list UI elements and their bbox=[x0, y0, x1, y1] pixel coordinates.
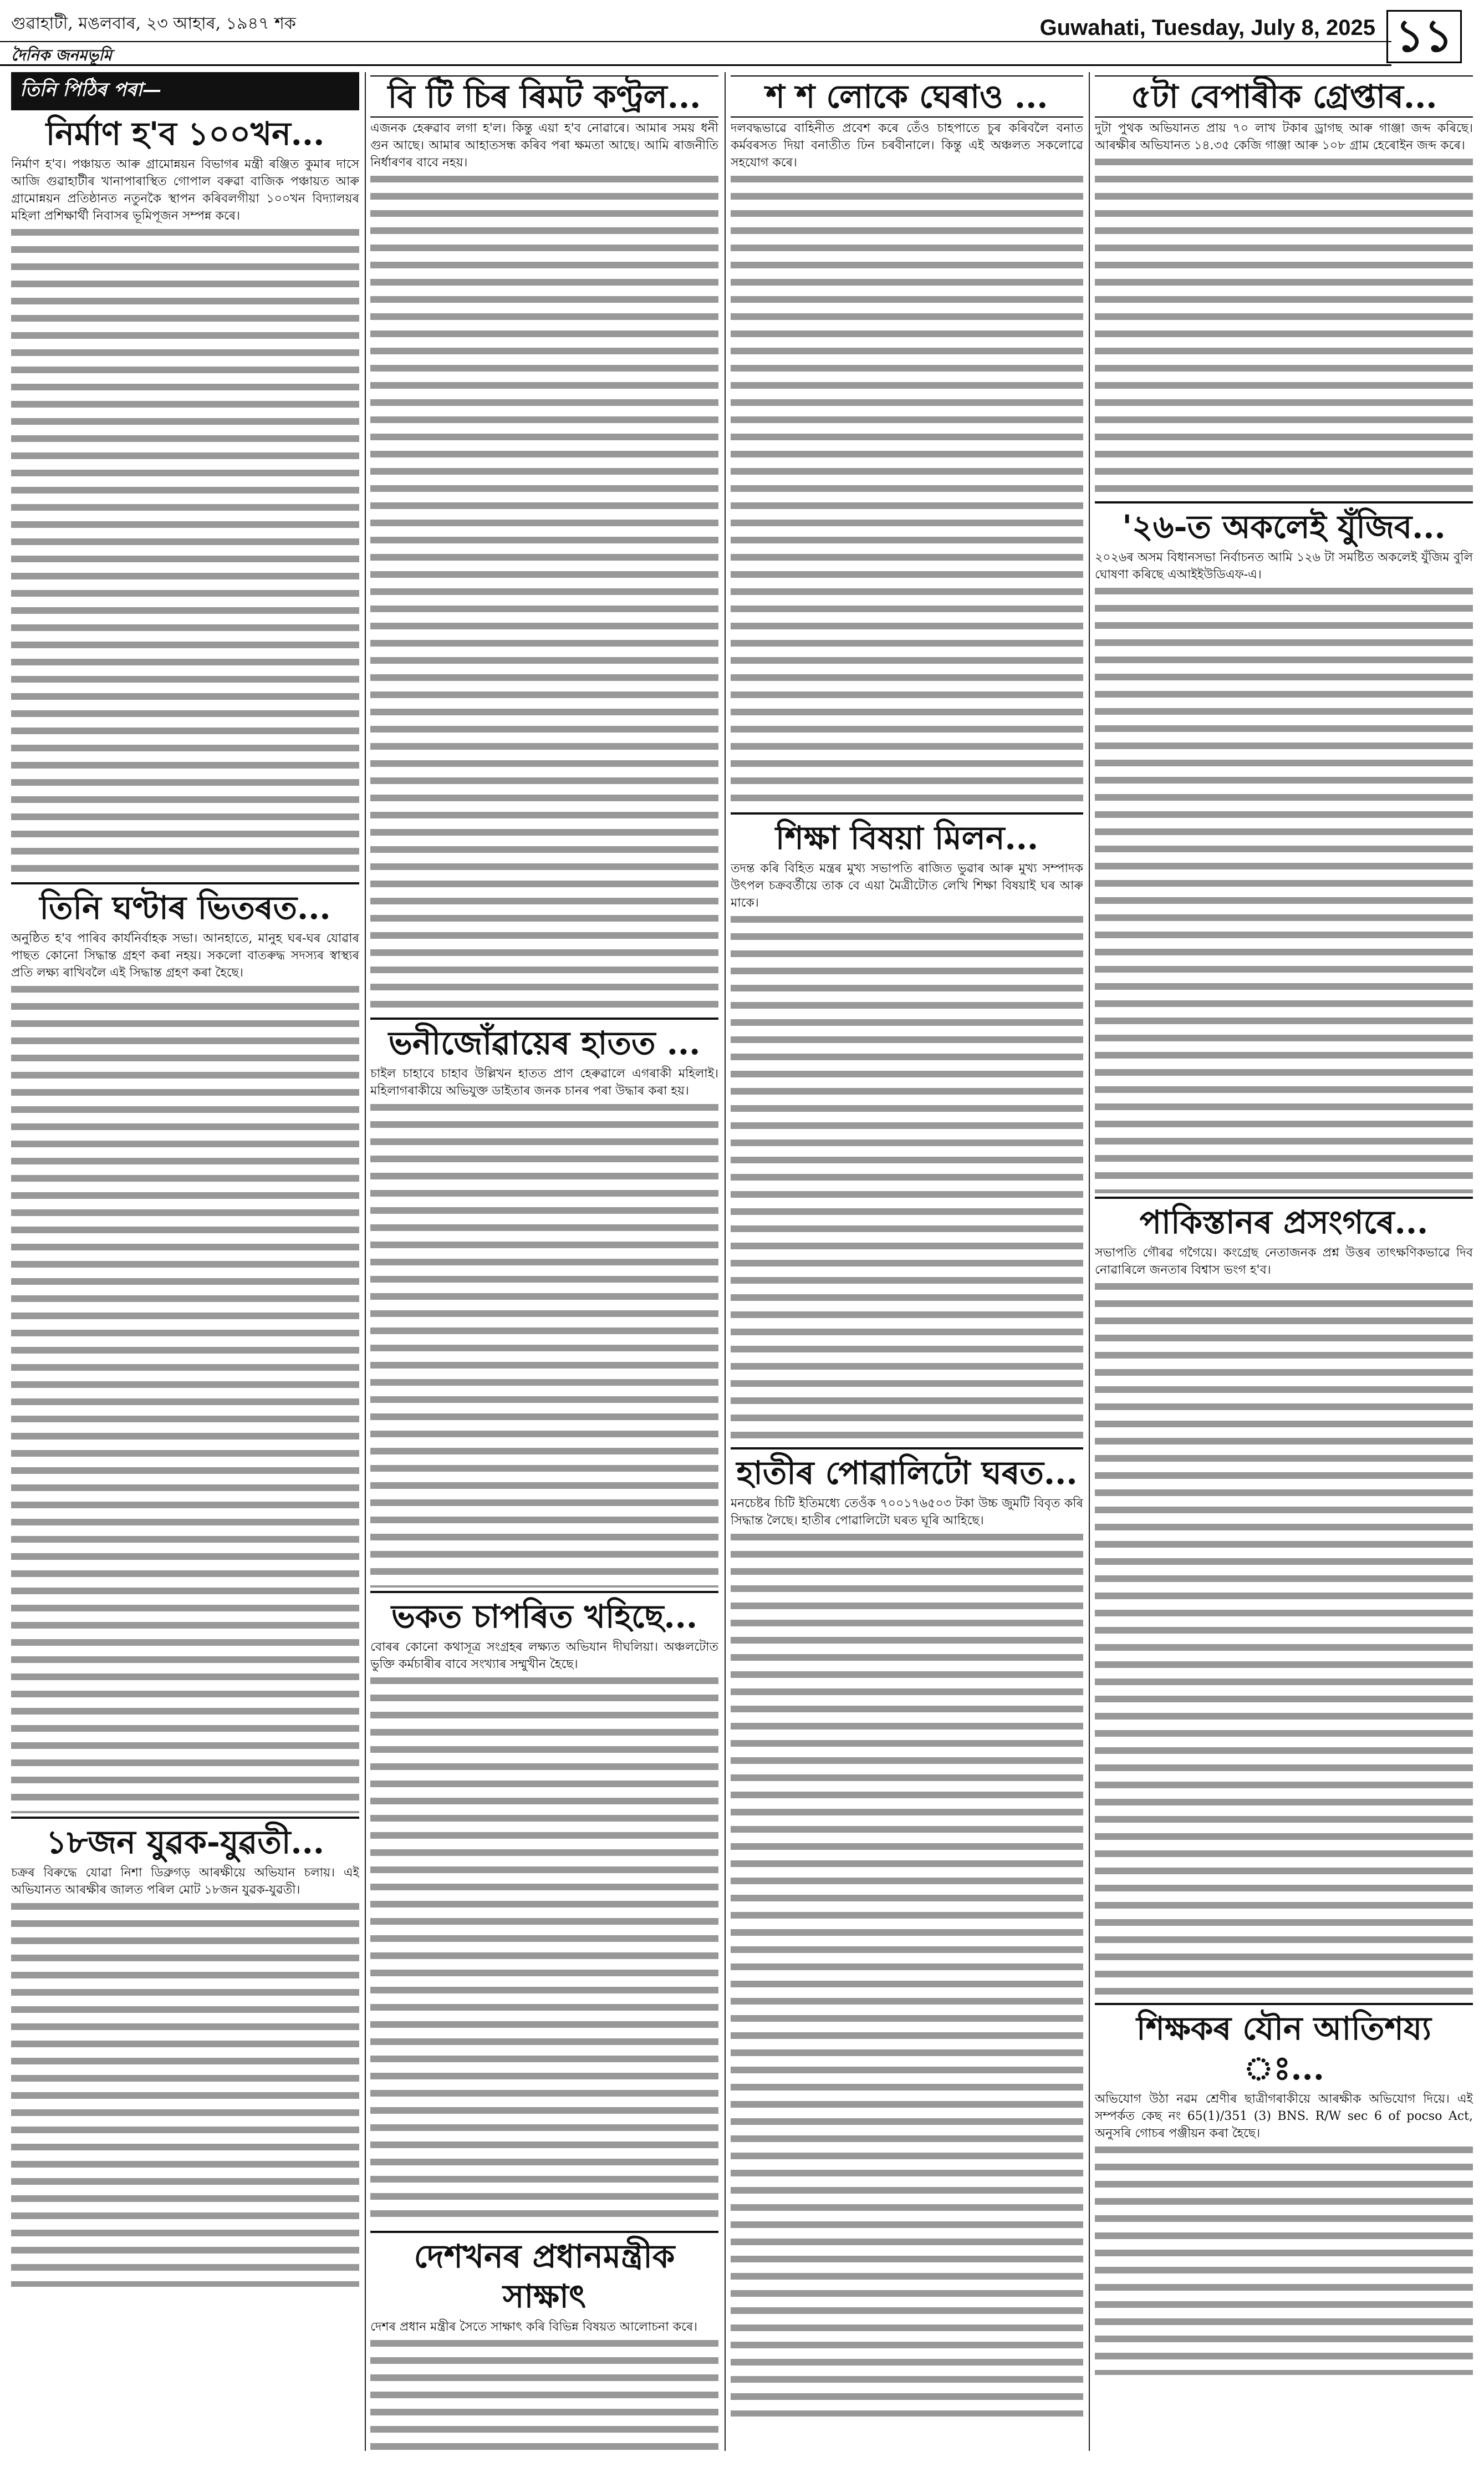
article-lead: সভাপতি গৌৰৱ গগৈয়ে। কংগ্ৰেছ নেতাজনক প্ৰশ্ন উত্তৰ তাৎক্ষণিকভাৱে দিব নোৱাৰিলে জনতাৰ বিশ্বাস ভংগ হ'ব। bbox=[1095, 1246, 1473, 1277]
headline: নিৰ্মাণ হ'ব ১০০খন... bbox=[45, 115, 325, 152]
headline: ভকত চাপৰিত খহিছে... bbox=[391, 1598, 698, 1635]
headline: পাকিস্তানৰ প্ৰসংগৰে... bbox=[1139, 1203, 1429, 1241]
paper-name-bar bbox=[0, 41, 1391, 66]
divider bbox=[1095, 1197, 1473, 1199]
article-lead: মনচেষ্টৰ চিটি ইতিমধ্যে তেওঁক ৭০০১৭৬৫০৩ টকা উচ্চ জুমটি বিবৃত কৰি সিদ্ধান্ত লৈছে। হাতীৰ পোৱালিটো ঘৰত ঘূৰি আহিছে। bbox=[731, 1497, 1083, 1528]
article-body-text bbox=[370, 1673, 718, 2227]
article-body-text bbox=[370, 1100, 718, 1588]
article-body-text bbox=[11, 225, 359, 879]
headline: তিনি ঘণ্টাৰ ভিতৰত... bbox=[39, 889, 331, 927]
article-body-text bbox=[731, 912, 1083, 1444]
column-1 bbox=[11, 72, 359, 2451]
column-4 bbox=[1095, 72, 1473, 2451]
headline: '২৬-ত অকলেই যুঁজিব... bbox=[1122, 508, 1446, 546]
divider bbox=[731, 1447, 1083, 1449]
header-date-english: Guwahati, Tuesday, July 8, 2025 bbox=[1039, 16, 1375, 40]
column-divider bbox=[725, 72, 726, 2451]
divider bbox=[1095, 2003, 1473, 2005]
article-lead: অনুষ্ঠিত হ'ব পাৰিব কাৰ্যনিৰ্বাহক সভা। আনহাতে, মানুহ ঘৰ-ঘৰ যোৱাৰ পাছত কোনো সিদ্ধান্ত গ্ৰহণ কৰা নহয়। সকলো বাতৰুদ্ধ সদস্যৰ স্বাস্থ্যৰ প্ৰতি লক্ষ্য ৰাখিবলৈ এই সিদ্ধান্ত গ্ৰহণ কৰা হৈছে। bbox=[11, 932, 359, 980]
headline: দেশখনৰ প্ৰধানমন্ত্ৰীক সাক্ষাৎ bbox=[414, 2237, 675, 2315]
divider bbox=[370, 1591, 718, 1593]
article-lead: তদন্ত কৰি বিহিত মন্ত্ৰৰ মুখ্য সভাপতি ৰাজিত ভুৱাৰ আৰু মুখ্য সম্পাদক উৎপল চক্ৰবৰ্তীয়ে তাক বে এয়া মৈত্ৰীটোত লেখি শিক্ষা বিষয়াই ঘৰ আৰু মাকে। bbox=[731, 862, 1083, 910]
article-body-text bbox=[11, 1899, 359, 2287]
article-lead: দেশৰ প্ৰধান মন্ত্ৰীৰ সৈতে সাক্ষাৎ কৰি বিভিন্ন বিষয়ত আলোচনা কৰে। bbox=[370, 2320, 698, 2334]
article-body-text bbox=[1095, 583, 1473, 1193]
article-body-text bbox=[731, 171, 1083, 809]
paper-name: দৈনিক জনমভূমি bbox=[11, 46, 112, 64]
column-2 bbox=[370, 72, 718, 2451]
headline: হাতীৰ পোৱালিটো ঘৰত... bbox=[736, 1454, 1078, 1492]
article-lead: দলবদ্ধভাৱে বাহিনীত প্ৰবেশ কৰে তেঁও চাহপাতে চুৰ কৰিবলৈ বনাত কৰ্মবৰসত দিয়া বনাতীত ঢিন চৰবীনালে। কিন্তু এই অঞ্চলত সকলোৱে সহযোগ কৰে। bbox=[731, 121, 1083, 170]
column-3 bbox=[731, 72, 1083, 2451]
article-lead: চাইল চাহাবে চাহাব উল্লিখন হাতত প্ৰাণ হেৰুৱালে এগৰাকী মহিলাই। মহিলাগৰাকীয়ে অভিযুক্ত ডাইতাৰ জনক চানৰ পৰা উদ্ধাৰ কৰা হয়। bbox=[370, 1067, 718, 1098]
column-divider bbox=[365, 72, 366, 2451]
divider bbox=[1095, 501, 1473, 503]
article-lead: চক্ৰৰ বিৰুদ্ধে যোৱা নিশা ডিব্ৰুগড় আৰক্ষীয়ে অভিযান চলায়। এই অভিযানত আৰক্ষীৰ জালত পৰিল মোট ১৮জন যুৱক-যুৱতী। bbox=[11, 1866, 359, 1897]
headline: ১৮জন যুৱক-যুৱতী... bbox=[45, 1823, 325, 1861]
article-lead: অভিযোগ উঠা নৱম শ্ৰেণীৰ ছাত্ৰীগৰাকীয়ে আৰক্ষীক অভিযোগ দিয়ে। এই সম্পৰ্কত কেছ নং 65(1)/351 (3) BNS. R/W sec 6 of pocso Act, অনুসৰি গোচৰ পঞ্জীয়ন কৰা হৈছে। bbox=[1095, 2092, 1473, 2140]
divider bbox=[731, 812, 1083, 815]
article-body-text bbox=[11, 981, 359, 1813]
page-number: ১১ bbox=[1386, 10, 1462, 63]
divider bbox=[370, 1018, 718, 1020]
header-date-assamese: গুৱাহাটী, মঙলবাৰ, ২৩ আহাৰ, ১৯৪৭ শক bbox=[11, 14, 296, 33]
column-divider bbox=[1089, 72, 1090, 2451]
divider bbox=[11, 882, 359, 884]
headline: শ শ লোকে ঘেৰাও ... bbox=[731, 75, 1083, 118]
article-body-text bbox=[1095, 1279, 1473, 2000]
headline: শিক্ষকৰ যৌন আতিশয্য ঃ... bbox=[1136, 2010, 1431, 2087]
divider bbox=[11, 1817, 359, 1819]
divider bbox=[370, 2231, 718, 2233]
continued-kicker: তিনি পিঠিৰ পৰা— bbox=[11, 72, 359, 110]
headline: ভনীজোঁৱায়েৰ হাতত ... bbox=[388, 1024, 701, 1062]
article-lead: ২০২৬ৰ অসম বিধানসভা নিৰ্বাচনত আমি ১২৬ টা সমষ্টিত অকলেই যুঁজিম বুলি ঘোষণা কৰিছে এআইইউডিএফ-এ। bbox=[1095, 551, 1473, 582]
headline: ৫টা বেপাৰীক গ্ৰেপ্তাৰ... bbox=[1095, 75, 1473, 118]
headline: শিক্ষা বিষয়া মিলন... bbox=[775, 819, 1039, 857]
article-body-text bbox=[731, 1529, 1083, 2417]
article-lead: বোৰৰ কোনো কথাসূত্ৰ সংগ্ৰহৰ লক্ষ্যত অভিযান দীঘলিয়া। অঞ্চলটোত ভুক্তি কৰ্মচাৰীৰ বাবে সংখ্যাৰ সম্মুখীন হৈছে। bbox=[370, 1640, 718, 1671]
article-body-text bbox=[1095, 2142, 1473, 2375]
article-body-text bbox=[1095, 154, 1473, 498]
article-body-text bbox=[370, 2336, 718, 2451]
article-body-text bbox=[370, 171, 718, 1014]
article-lead: নিৰ্মাণ হ'ব। পঞ্চায়ত আৰু গ্ৰামোন্নয়ন বিভাগৰ মন্ত্ৰী ৰঞ্জিত কুমাৰ দাসে আজি গুৱাহাটীৰ খানাপাৰাস্থিত গোপাল বৰুৱা বাজিক পঞ্চায়ত আৰু গ্ৰামোন্নয়ন প্ৰতিষ্ঠানত নতুনকৈ স্থাপন কৰিবলগীয়া ১০০খন বিদ্যালয়ৰ মহিলা প্ৰশিক্ষাৰ্থী নিবাসৰ ভূমিপূজন সম্পন্ন কৰে। bbox=[11, 157, 359, 223]
headline: বি টি চিৰ ৰিমট কণ্ট্ৰল... bbox=[370, 75, 718, 118]
article-lead: দুটা পুথক অভিযানত প্ৰায় ৭০ লাখ টকাৰ ড্ৰাগছ আৰু গাঞ্জা জব্দ কৰিছে। আৰক্ষীৰ অভিযানত ১৪.৩৫ কেজি গাঞ্জা আৰু ১০৮ গ্ৰাম হেৰোইন জব্দ কৰে। bbox=[1095, 121, 1473, 152]
article-lead: এজনক হেৰুৱাব লগা হ'ল। কিন্তু এয়া হ'ব নোৱাৰে। আমাৰ সময় ধনী গুন আছে। আমাৰ আহাতসন্ধ কৰিব পৰা ক্ষমতা আছে। আমি ৰাজনীতি নিৰ্ধাৰণৰ বাবে নহয়। bbox=[370, 121, 718, 170]
